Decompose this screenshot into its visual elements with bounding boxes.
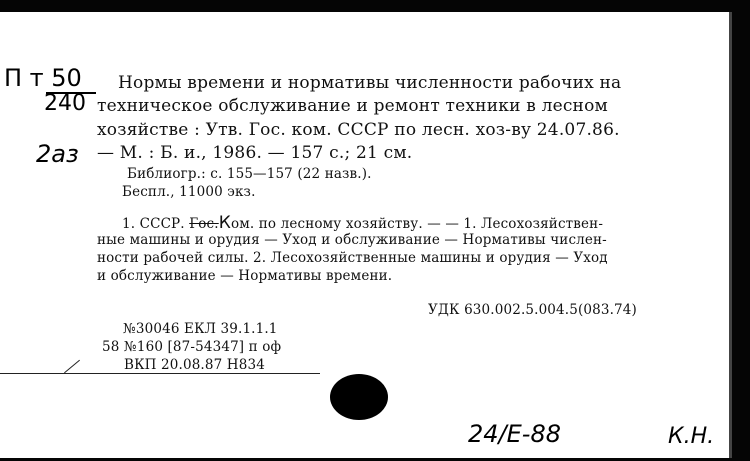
udc-code: УДК 630.002.5.004.5(083.74) [428,302,637,318]
inserted-letter: К [218,213,231,233]
bibliography-note: Библиогр.: с. 155—157 (22 назв.). [127,166,372,182]
subjects-line-2: ные машины и орудия — Уход и обслуживание — Нормативы числен- [97,232,607,248]
handwritten-initials: К.Н. [668,424,715,449]
struck-word: Гос. [189,216,219,232]
card-edge-shadow [729,12,732,461]
registry-underline [0,373,320,374]
title-line-4: — М. : Б. и., 1986. — 157 с.; 21 см. [97,143,413,163]
card-edge-right [732,0,750,461]
subjects-line-1 [122,213,603,233]
print-run-note: Беспл., 11000 экз. [122,184,256,200]
handwritten-shelf-mark-top: П т 50 [4,64,82,92]
handwritten-date: 24/Е-88 [468,420,561,448]
handwritten-shelf-mark-bottom: 240 [44,91,86,116]
registry-line-3: ВКП 20.08.87 Н834 [124,357,265,373]
punch-hole [330,374,388,420]
subjects-line-1-rest: ом. по лесному хозяйству. — — 1. Лесохозяйствен- [230,216,604,232]
title-line-2: техническое обслуживание и ремонт техники в лесном [97,96,608,116]
registry-line-1: №30046 ЕКЛ 39.1.1.1 [123,321,278,337]
subjects-line-3: ности рабочей силы. 2. Лесохозяйственные машины и орудия — Уход [97,250,608,266]
slash-mark [64,360,80,374]
subjects-line-4: и обслуживание — Нормативы времени. [97,268,393,284]
registry-line-2: 58 №160 [87-54347] п оф [102,339,282,355]
subjects-prefix: 1. СССР. [122,216,185,232]
card-edge-top [0,0,750,12]
title-line-1: Нормы времени и нормативы численности рабочих на [118,73,622,93]
title-line-3: хозяйстве : Утв. Гос. ком. СССР по лесн. хоз-ву 24.07.86. [97,120,620,140]
handwritten-left-note: 2аз [36,140,79,168]
